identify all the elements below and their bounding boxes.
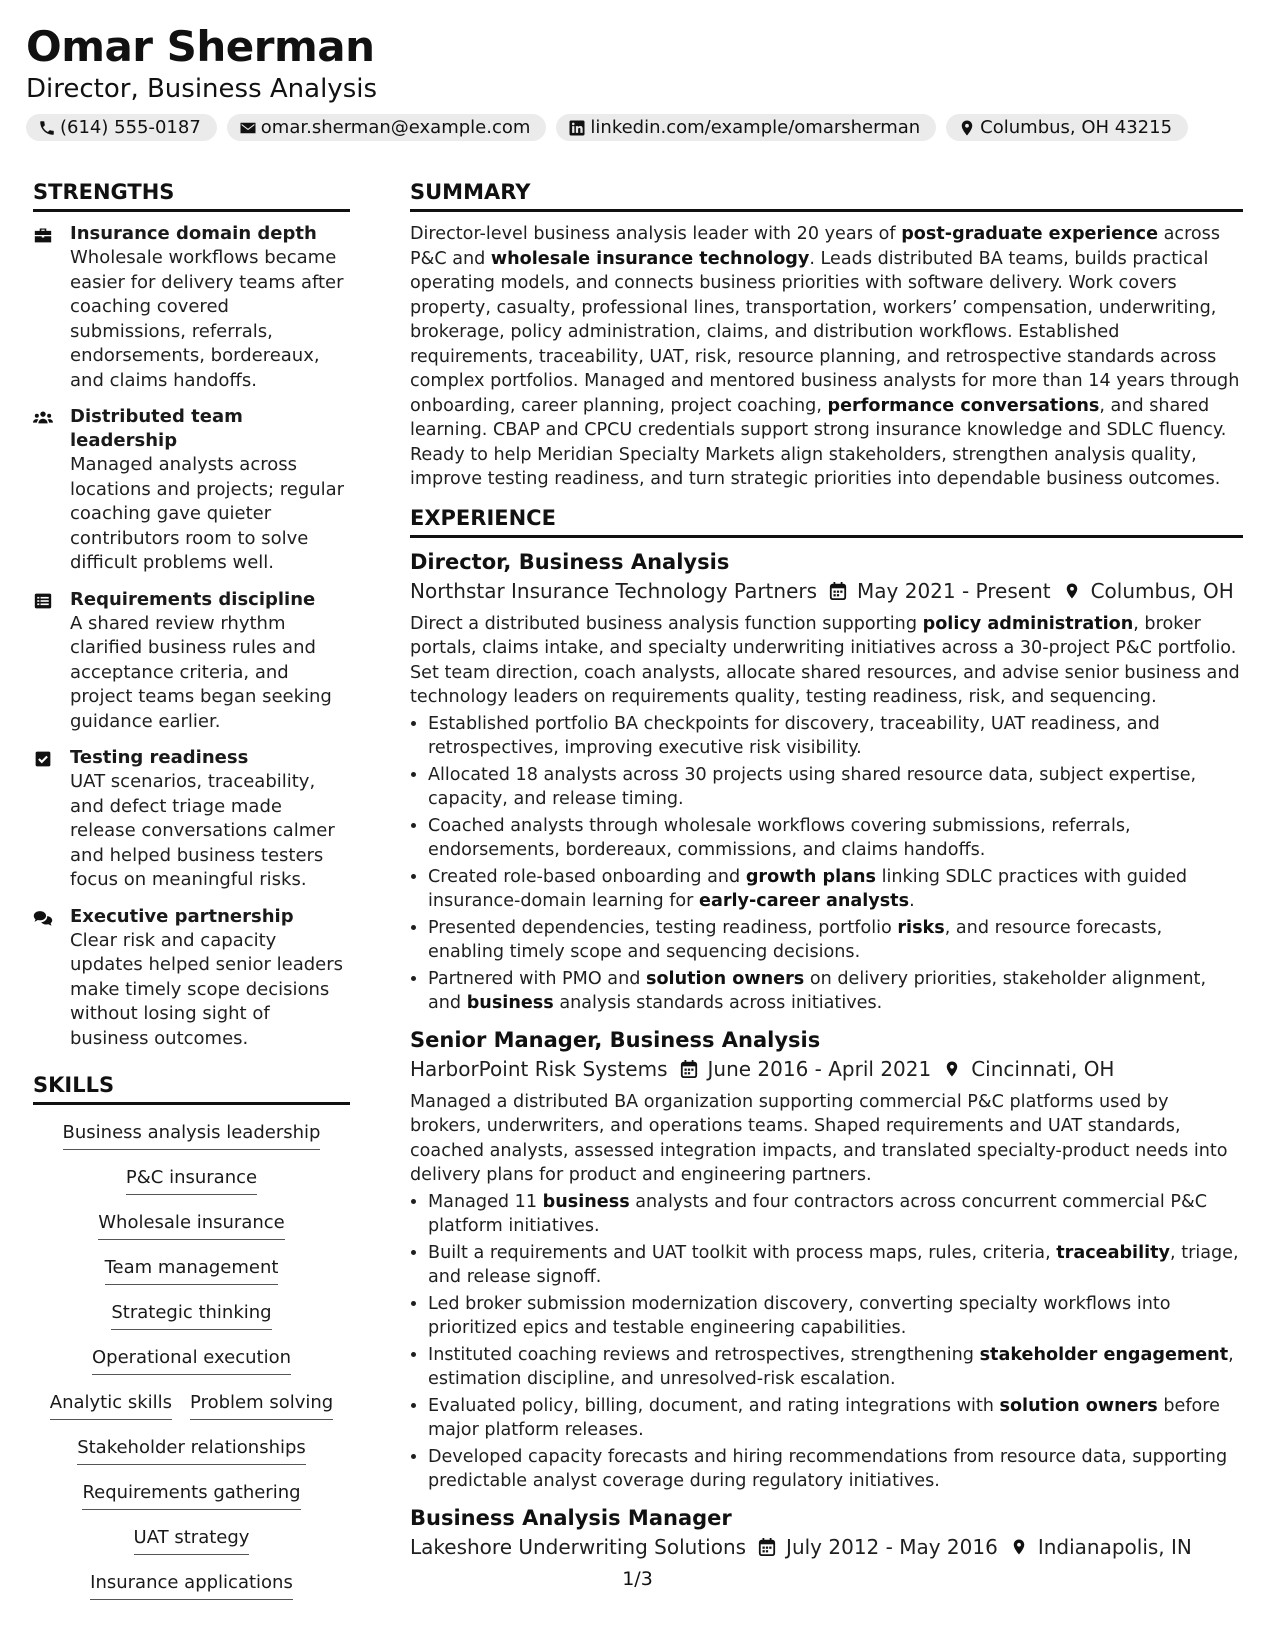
strength-title: Testing readiness	[70, 747, 249, 768]
skill-row	[105, 1256, 279, 1301]
contact-email[interactable]	[227, 114, 547, 141]
emphasis-text: traceability	[1056, 1242, 1171, 1263]
job-description	[410, 1090, 1243, 1188]
text-run: Led broker submission modernization discovery, converting specialty workflows into prioritized epics and testable engineering capabilities.	[428, 1293, 1171, 1338]
skill-row	[92, 1346, 291, 1391]
job-dates: May 2021 - Present	[857, 578, 1051, 603]
list-icon	[33, 592, 53, 610]
job-meta	[410, 1532, 1243, 1562]
summary-text	[410, 222, 1243, 492]
strength-desc: Managed analysts across locations and projects; regular coaching gave quieter contributors room to solve difficult problems well.	[70, 454, 345, 573]
job-bullet	[428, 763, 1243, 812]
skill-tag: Team management	[105, 1256, 279, 1285]
job-bullet	[428, 712, 1243, 761]
strength-desc: UAT scenarios, traceability, and defect triage made release conversations calmer and helped business testers focus on meaningful risks.	[70, 771, 335, 890]
text-run: , and resource forecasts, enabling timely scope and sequencing decisions.	[428, 917, 1163, 962]
job-entry	[410, 1504, 1243, 1562]
skill-tag: Requirements gathering	[82, 1481, 300, 1510]
skill-row	[77, 1436, 306, 1481]
emphasis-text: performance conversations	[827, 395, 1100, 416]
chat-icon	[33, 909, 53, 927]
skill-tag: Insurance applications	[90, 1571, 293, 1600]
job-location: Columbus, OH	[1090, 578, 1234, 603]
experience-list	[410, 548, 1243, 1562]
page-number: 1/3	[622, 1568, 653, 1590]
skill-tag: Strategic thinking	[111, 1301, 271, 1330]
candidate-title: Director, Business Analysis	[26, 74, 378, 104]
phone-icon	[38, 119, 56, 137]
strength-item	[33, 222, 350, 393]
emphasis-text: business	[466, 993, 554, 1013]
text-run: Managed a distributed BA organization supporting commercial P&C platforms used by brokers, underwriters, and operations teams. Shaped requirements and UAT standards, coached analysts, assessed integration impacts, and translated specialty-product needs into delivery plans for product and engineering partners.	[410, 1091, 1228, 1185]
job-bullet	[428, 1394, 1243, 1443]
skill-tag: P&C insurance	[126, 1166, 257, 1195]
strength-desc: Wholesale workflows became easier for delivery teams after coaching covered submissions, referrals, endorsements, bordereaux, and claims handoffs.	[70, 247, 344, 391]
text-run: Direct a distributed business analysis function supporting	[410, 613, 923, 634]
skill-tag: Problem solving	[190, 1391, 333, 1420]
job-bullets	[410, 1190, 1243, 1494]
skill-row	[63, 1121, 321, 1166]
contact-bar	[26, 114, 1188, 141]
text-run: Presented dependencies, testing readiness, portfolio	[428, 917, 898, 938]
strength-title: Requirements discipline	[70, 588, 316, 610]
map-pin-icon	[943, 1059, 961, 1079]
emphasis-text: risks	[897, 917, 945, 938]
text-run: . Leads distributed BA teams, builds practical operating models, and connects business priorities with software delivery. Work covers property, casualty, professional lines, transportation, workers’ compensation, underwriting, brokerage, policy administration, claims, and distribution workflows. Established requirements, traceability, UAT, risk, resource planning, and retrospective standards across complex portfolios. Managed and mentored business analysts for more than 14 years through onboarding, career planning, project coaching,	[410, 248, 1240, 416]
text-run: analysts and four contractors across concurrent commercial P&C platform initiatives.	[428, 1191, 1208, 1236]
summary-heading: SUMMARY	[410, 180, 1243, 212]
strength-item	[33, 746, 350, 893]
text-run: .	[909, 891, 915, 911]
job-meta	[410, 576, 1243, 606]
job-title: Senior Manager, Business Analysis	[410, 1027, 821, 1052]
contact-phone[interactable]	[26, 114, 217, 141]
map-pin-icon	[1063, 581, 1081, 601]
contact-location[interactable]	[946, 114, 1188, 141]
job-title: Business Analysis Manager	[410, 1505, 732, 1530]
text-run: linking SDLC practices with guided insurance-domain learning for	[428, 866, 1188, 911]
text-run: Managed 11	[428, 1191, 543, 1212]
emphasis-text: solution owners	[645, 968, 805, 989]
text-run: Instituted coaching reviews and retrospectives, strengthening	[428, 1344, 980, 1365]
emphasis-text: post-graduate experience	[901, 224, 1159, 244]
text-run: analysis standards across initiatives.	[553, 993, 883, 1013]
skill-tag: Analytic skills	[50, 1391, 172, 1420]
calendar-icon	[758, 1537, 776, 1557]
job-company: HarborPoint Risk Systems	[410, 1056, 668, 1081]
job-bullet	[428, 1241, 1243, 1290]
job-dates: July 2012 - May 2016	[786, 1534, 998, 1559]
text-run: Built a requirements and UAT toolkit with process maps, rules, criteria,	[428, 1242, 1057, 1263]
job-meta	[410, 1054, 1243, 1084]
emphasis-text: growth plans	[745, 866, 876, 887]
briefcase-icon	[33, 226, 53, 244]
skill-row	[50, 1391, 333, 1436]
map-pin-icon	[958, 119, 976, 137]
text-run: on delivery priorities, stakeholder alignment, and	[428, 968, 1207, 1013]
contact-linkedin[interactable]	[556, 114, 936, 141]
skill-row	[111, 1301, 271, 1346]
text-run: Coached analysts through wholesale workflows covering submissions, referrals, endorsements, bordereaux, commissions, and claims handoffs.	[428, 815, 1131, 860]
job-bullet	[428, 967, 1243, 1016]
contact-email-text: omar.sherman@example.com	[260, 117, 531, 138]
skill-tag: UAT strategy	[134, 1526, 250, 1555]
job-location: Indianapolis, IN	[1037, 1534, 1192, 1559]
text-run: Developed capacity forecasts and hiring recommendations from resource data, supporting predictable analyst coverage during regulatory initiatives.	[428, 1446, 1228, 1491]
skill-tag: Wholesale insurance	[98, 1211, 285, 1240]
map-pin-icon	[1010, 1537, 1028, 1557]
text-run: , broker portals, claims intake, and specialty underwriting initiatives across a 30-project P&C portfolio. Set team direction, coach analysts, allocate shared resources, and advise senior business and technology leaders on requirements quality, testing readiness, risk, and sequencing.	[410, 613, 1240, 707]
users-icon	[33, 409, 53, 427]
job-company: Lakeshore Underwriting Solutions	[410, 1534, 747, 1559]
strength-item	[33, 905, 350, 1052]
job-bullet	[428, 1292, 1243, 1341]
text-run: Director-level business analysis leader with 20 years of	[410, 224, 902, 244]
strength-item	[33, 588, 350, 735]
text-run: Partnered with PMO and	[428, 968, 646, 989]
linkedin-icon	[568, 119, 586, 137]
skill-tag: Operational execution	[92, 1346, 291, 1375]
emphasis-text: stakeholder engagement	[979, 1344, 1229, 1365]
text-run: across P&C and	[410, 224, 1221, 269]
left-column	[33, 180, 350, 1616]
skill-row	[126, 1166, 257, 1211]
text-run: before major platform releases.	[428, 1395, 1220, 1440]
skill-tag: Business analysis leadership	[63, 1121, 321, 1150]
text-run: , estimation discipline, and unresolved-risk escalation.	[428, 1344, 1234, 1389]
job-bullet	[428, 865, 1243, 914]
job-dates: June 2016 - April 2021	[707, 1056, 932, 1081]
strength-title: Insurance domain depth	[70, 223, 317, 244]
strength-item	[33, 405, 350, 576]
calendar-icon	[680, 1059, 698, 1079]
job-company: Northstar Insurance Technology Partners	[410, 578, 818, 603]
job-bullet	[428, 814, 1243, 863]
skill-row	[134, 1526, 250, 1571]
job-bullet	[428, 1190, 1243, 1239]
strength-desc: Clear risk and capacity updates helped senior leaders make timely scope decisions without losing sight of business outcomes.	[70, 929, 344, 1049]
skills-list	[33, 1119, 350, 1616]
emphasis-text: policy administration	[922, 613, 1134, 634]
skill-tag: Stakeholder relationships	[77, 1436, 306, 1465]
job-bullet	[428, 1343, 1243, 1392]
strength-desc: A shared review rhythm clarified business rules and acceptance criteria, and project teams began seeking guidance earlier.	[70, 612, 332, 732]
text-run: , and shared learning. CBAP and CPCU credentials support strong insurance knowledge and SDLC fluency. Ready to help Meridian Specialty Markets align stakeholders, strengthen analysis quality, improve testing readiness, and turn strategic priorities into dependable business outcomes.	[410, 395, 1227, 489]
contact-phone-text: (614) 555-0187	[60, 117, 201, 138]
strength-title: Executive partnership	[70, 905, 294, 927]
strengths-heading: STRENGTHS	[33, 180, 350, 212]
contact-location-text: Columbus, OH 43215	[980, 117, 1173, 138]
job-location: Cincinnati, OH	[971, 1056, 1115, 1081]
emphasis-text: wholesale insurance technology	[490, 248, 810, 269]
job-description	[410, 612, 1243, 710]
calendar-icon	[829, 581, 847, 601]
emphasis-text: business	[542, 1191, 630, 1212]
job-entry	[410, 1026, 1243, 1494]
text-run: , triage, and release signoff.	[428, 1242, 1239, 1287]
text-run: Created role-based onboarding and	[428, 866, 746, 887]
contact-linkedin-text: linkedin.com/example/omarsherman	[590, 117, 921, 138]
experience-heading: EXPERIENCE	[410, 506, 1243, 538]
emphasis-text: solution owners	[999, 1395, 1158, 1416]
right-column	[410, 180, 1243, 1572]
job-entry	[410, 548, 1243, 1016]
candidate-name: Omar Sherman	[26, 22, 375, 71]
envelope-icon	[239, 119, 257, 137]
emphasis-text: early-career analysts	[699, 891, 910, 911]
job-title: Director, Business Analysis	[410, 549, 730, 574]
strength-title: Distributed team leadership	[70, 406, 243, 451]
skill-row	[82, 1481, 300, 1526]
job-bullets	[410, 712, 1243, 1016]
skills-heading: SKILLS	[33, 1073, 350, 1105]
job-bullet	[428, 916, 1243, 965]
text-run: Established portfolio BA checkpoints for discovery, traceability, UAT readiness, and retrospectives, improving executive risk visibility.	[428, 713, 1160, 758]
text-run: Evaluated policy, billing, document, and rating integrations with	[428, 1395, 1000, 1416]
skill-row	[98, 1211, 285, 1256]
text-run: Allocated 18 analysts across 30 projects using shared resource data, subject expertise, capacity, and release timing.	[428, 764, 1197, 809]
job-bullet	[428, 1445, 1243, 1494]
checkbox-icon	[33, 750, 53, 768]
